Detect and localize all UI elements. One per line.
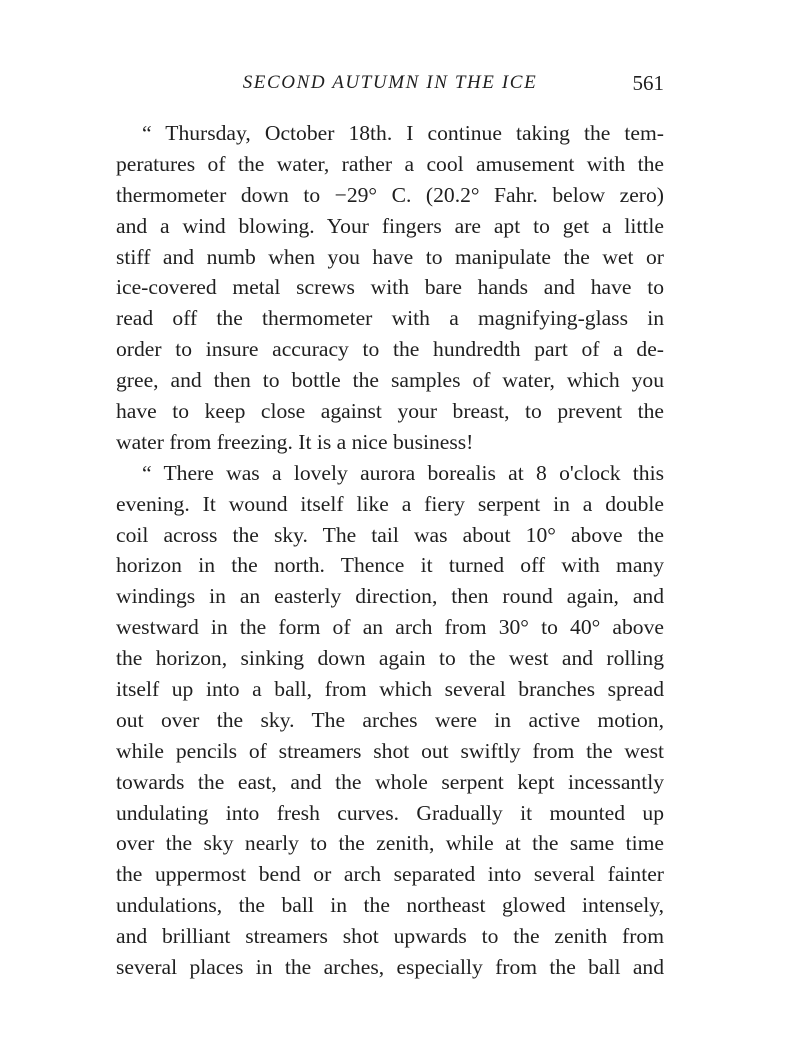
text-line: order to insure accuracy to the hundredth part of a de- xyxy=(116,337,664,362)
text-line: “ Thursday, October 18th. I continue taking the tem- xyxy=(142,121,664,145)
text-line: read off the thermometer with a magnifying-glass in xyxy=(116,306,664,331)
text-line: over the sky nearly to the zenith, while at the same time xyxy=(116,831,664,856)
text-line: have to keep close against your breast, to prevent the xyxy=(116,399,664,424)
text-line: westward in the form of an arch from 30° to 40° above xyxy=(116,615,664,640)
text-line: ice-covered metal screws with bare hands and have to xyxy=(116,275,664,300)
text-line: stiff and numb when you have to manipulate the wet or xyxy=(116,244,664,269)
text-line: the horizon, sinking down again to the west and rolling xyxy=(116,646,664,671)
text-line: peratures of the water, rather a cool amusement with the xyxy=(116,151,664,176)
text-line: the uppermost bend or arch separated into several fainter xyxy=(116,862,664,887)
running-title: SECOND AUTUMN IN THE ICE xyxy=(242,72,538,93)
page-header xyxy=(116,68,664,98)
text-line: undulating into fresh curves. Gradually it mounted up xyxy=(116,800,664,825)
text-line: coil across the sky. The tail was about 10° above the xyxy=(116,522,664,547)
text-line: while pencils of streamers shot out swiftly from the west xyxy=(116,738,664,763)
page-number: 561 xyxy=(632,71,664,95)
text-line: several places in the arches, especially from the ball and xyxy=(116,955,664,980)
text-line: itself up into a ball, from which several branches spread xyxy=(116,677,664,702)
text-line: windings in an easterly direction, then round again, and xyxy=(116,584,664,609)
text-line: and brilliant streamers shot upwards to the zenith from xyxy=(116,924,664,949)
paragraph-2 xyxy=(116,458,664,983)
text-line: evening. It wound itself like a fiery serpent in a double xyxy=(116,491,664,516)
text-line: out over the sky. The arches were in active motion, xyxy=(116,707,664,732)
body-text xyxy=(116,118,664,983)
text-line: thermometer down to −29° C. (20.2° Fahr. below zero) xyxy=(116,182,664,207)
text-line: undulations, the ball in the northeast glowed intensely, xyxy=(116,893,664,918)
paragraph-1 xyxy=(116,118,664,458)
text-line: gree, and then to bottle the samples of water, which you xyxy=(116,368,664,393)
text-line: water from freezing. It is a nice business! xyxy=(116,429,474,454)
text-line: towards the east, and the whole serpent kept incessantly xyxy=(116,769,664,794)
text-line: and a wind blowing. Your fingers are apt to get a little xyxy=(116,213,664,238)
text-line: “ There was a lovely aurora borealis at 8 o'clock this xyxy=(142,460,664,485)
text-line: horizon in the north. Thence it turned off with many xyxy=(116,553,664,578)
